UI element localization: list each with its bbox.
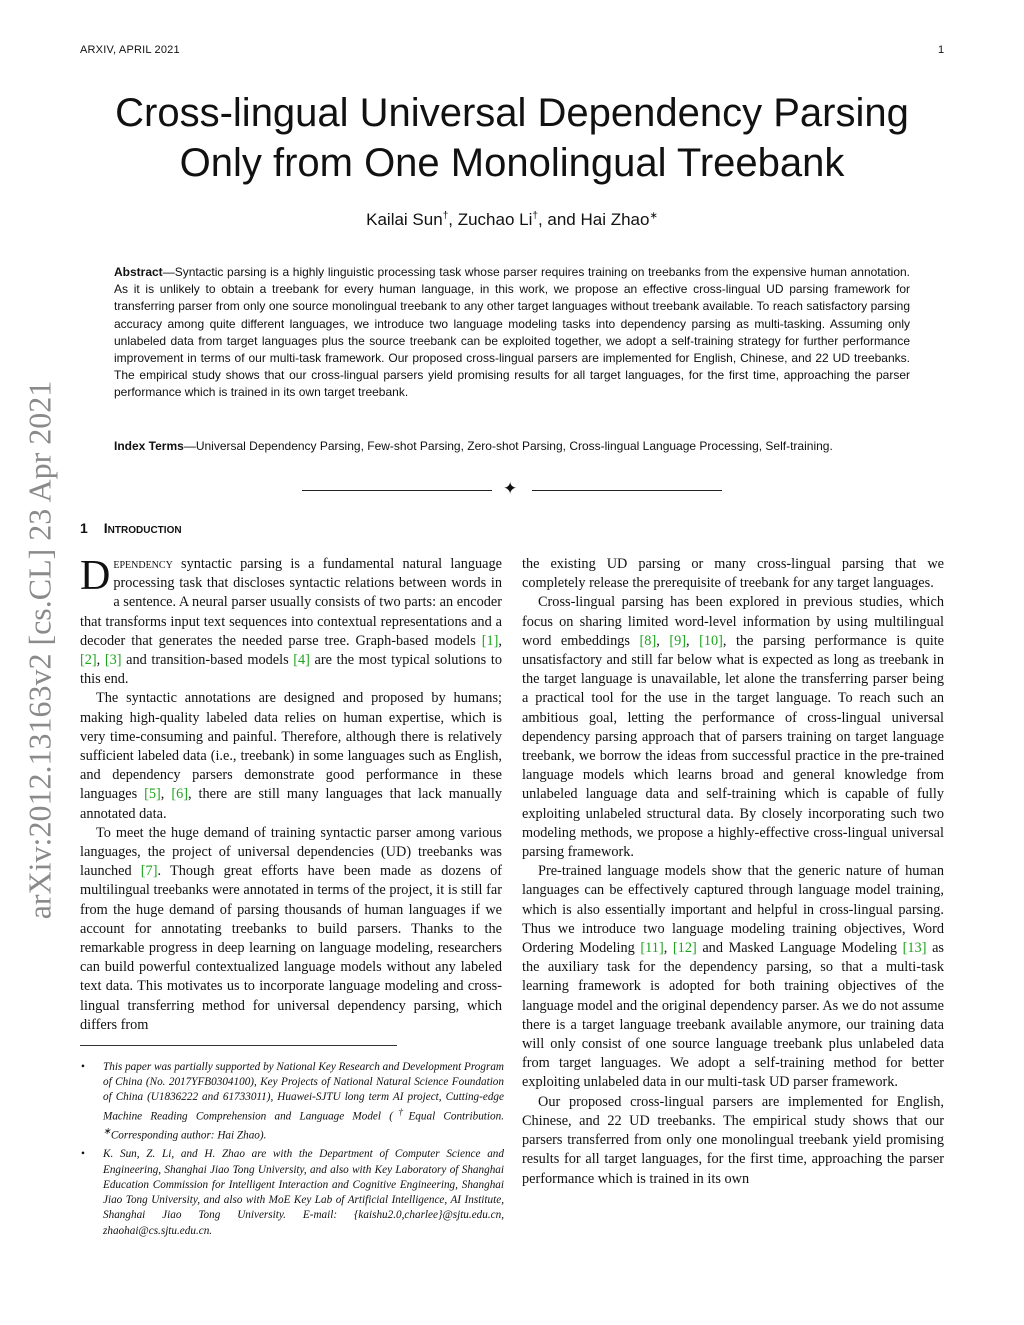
title-line-1: Cross-lingual Universal Dependency Parsing xyxy=(115,91,909,135)
equal-contribution-mark: † xyxy=(442,210,449,222)
citation-link[interactable]: [11] xyxy=(640,940,664,957)
bullet-icon: • xyxy=(81,1061,85,1073)
citation-link[interactable]: [7] xyxy=(140,863,158,880)
index-terms xyxy=(114,438,910,455)
title-line-2: Only from One Monolingual Treebank xyxy=(179,141,845,185)
section-heading xyxy=(80,520,182,536)
index-terms-text: —Universal Dependency Parsing, Few-shot Parsing, Zero-shot Parsing, Cross-lingual Language Processing, Self-training. xyxy=(183,439,833,453)
author-list: Kailai Sun†, Zuchao Li†, and Hai Zhao∗ xyxy=(366,210,658,229)
citation-link[interactable]: [6] xyxy=(171,786,188,803)
citation-link[interactable]: [3] xyxy=(104,652,122,669)
abstract-label: Abstract xyxy=(114,265,163,279)
arxiv-identifier: arXiv:2012.13163v2 [cs.CL] 23 Apr 2021 xyxy=(21,380,58,920)
intro-paragraph-6: Pre-trained language models show that the generic nature of human languages can be effectively captured through language model training, which is also essentially important and helpful in cross-lingual parsing. Thus we introduce two language modeling training objectives, Word Ordering Modeling [11], [12] and Masked Language Modeling [13] as the auxiliary task for the dependency parsing, so that a multi-task learning framework is adopted for both training objectives of the language model and the original dependency parser. As we do not assume there is a target language treebank available anymore, our training data will only consist of one source language treebank plus unlabeled data from target languages. We adopt a self-training method for better exploiting unlabeled data in our multi-task UD parser framework. xyxy=(522,863,944,1091)
running-header: ARXIV, APRIL 2021 xyxy=(80,44,180,56)
equal-contribution-mark: † xyxy=(532,210,538,222)
separator-line-left xyxy=(302,490,492,491)
intro-paragraph-4: the existing UD parsing or many cross-lingual parsing that we completely release the prerequisite of treebank for any target languages. xyxy=(522,556,944,592)
section-title: Introduction xyxy=(103,520,182,536)
separator-line-right xyxy=(532,490,722,491)
intro-paragraph-3: To meet the huge demand of training syntactic parser among various languages, the project of universal dependencies (UD) treebanks was launched [7]. Though great efforts have been made as dozens of multilingual treebanks were annotated in terms of the project, it is still far from the huge demand of parsing thousands of human languages if we account for annotating treebanks to build parsers. Thanks to the remarkable progress in deep learning on language modeling, researchers can build powerful contextualized language models without any labeled text data. This motivates us to incorporate language modeling and cross-lingual transferring method for universal dependency parsing, which differs from xyxy=(80,824,502,1033)
abstract-text: —Syntactic parsing is a highly linguistic processing task whose parser requires training on treebanks from the expensive human annotation. As it is unlikely to obtain a treebank for every human language, in this work, we propose an effective cross-lingual UD parsing framework for transferring parser from only one source monolingual treebank to any other target languages without treebank available. To reach satisfactory parsing accuracy among quite different languages, we introduce two language modeling tasks into dependency parsing as multi-tasking. Assuming only unlabeled data from target languages plus the source treebank can be exploited together, we adopt a self-training strategy for further performance improvement in terms of our multi-task framework. Our proposed cross-lingual parsers are implemented for English, Chinese, and 22 UD treebanks. The empirical study shows that our cross-lingual parsers yield promising results for all target languages, for the first time, approaching the parser performance which is trained in its own target treebank. xyxy=(114,265,910,400)
author-3: Hai Zhao xyxy=(580,210,650,229)
citation-link[interactable]: [13] xyxy=(902,940,927,957)
citation-link[interactable]: [2] xyxy=(80,652,97,669)
drop-cap: D xyxy=(80,553,111,599)
citation-link[interactable]: [4] xyxy=(293,652,310,669)
footnote-affiliation: • K. Sun, Z. Li, and H. Zhao are with the Department of Computer Science and Engineering, Shanghai Jiao Tong University, and also with Key Laboratory of Shanghai Education Commission for Intelligent Interaction and Cognitive Engineering, Shanghai Jiao Tong University, and also with MoE Key Lab of Artificial Intelligence, AI Institute, Shanghai Jiao Tong University. E-mail: {kaishu2.0,charlee}@sjtu.edu.cn, zhaohai@cs.sjtu.edu.cn. xyxy=(81,1148,504,1237)
bullet-icon: • xyxy=(81,1148,85,1161)
section-number: 1 xyxy=(80,520,88,536)
index-terms-label: Index Terms xyxy=(114,439,184,453)
intro-paragraph-2: The syntactic annotations are designed and proposed by humans; making high-quality labeled data relies on human expertise, which is very time-consuming and painful. Therefore, although there is relatively sufficient labeled data (i.e., treebank) in some languages such as English, and dependency parsers demonstrate good performance in these languages [5], [6], there are still many languages that lack manually annotated data. xyxy=(80,690,503,822)
paper-title xyxy=(100,88,924,188)
arxiv-sidebar-stamp xyxy=(8,320,72,980)
page-number: 1 xyxy=(938,44,945,56)
intro-paragraph-7: Our proposed cross-lingual parsers are implemented for English, Chinese, and 22 UD treebanks. The empirical study shows that our parsers transferred from only one monolingual treebank yield promising results for all target languages, for the first time, approaching the parser performance which is trained in its own xyxy=(522,1093,944,1187)
right-column xyxy=(522,555,944,1189)
citation-link[interactable]: [12] xyxy=(672,940,697,957)
separator-star-icon: ✦ xyxy=(503,479,518,499)
intro-paragraph-1: Dependency syntactic parsing is a fundamental natural language processing task that discloses syntactic relations between words in a sentence. A neural parser usually consists of two parts: an encoder that transforms input text sequences into contextual representations and a decoder that generates the needed parse tree. Graph-based models [1], [2], [3] and transition-based models [4] are the most typical solutions to this end. xyxy=(80,553,502,688)
citation-link[interactable]: [10] xyxy=(699,632,723,649)
footnote-rule xyxy=(80,1045,397,1046)
abstract xyxy=(114,264,910,402)
citation-link[interactable]: [1] xyxy=(481,632,499,649)
intro-paragraph-5: Cross-lingual parsing has been explored in previous studies, which focus on sharing limited word-level information by using multilingual word embeddings [8], [9], [10], the parsing performance is quite unsatisfactory and still far below what is expected as long as treebank in the target language is unavailable, let alone the transferring parser being a practical tool for the use in the target language. To reach such an ambitious goal, letting the performance of cross-lingual universal dependency parsing approach that of parsers training on target language treebank, we borrow the ideas from successful practice in the pre-trained language models which learns broad and general knowledge from unlabeled language data and self-training which is capable of fully exploiting unlabeled structural data. By closely incorporating such two modeling methods, we propose a highly-effective cross-lingual universal parsing framework. xyxy=(522,594,945,861)
citation-link[interactable]: [9] xyxy=(669,632,686,649)
footnote-funding: • This paper was partially supported by National Key Research and Development Program of China (No. 2017YFB0304100), Key Projects of National Natural Science Foundation of China (U1836222 and 61733011), Huawei-SJTU long term AI project, Cutting-edge Machine Reading Comprehension and Language Model (†Equal Contribution. ∗Corresponding author: Hai Zhao). xyxy=(81,1061,504,1142)
author-2: Zuchao Li xyxy=(457,210,533,229)
footnotes xyxy=(80,1060,504,1243)
corresponding-author-mark: ∗ xyxy=(649,210,658,222)
citation-link[interactable]: [5] xyxy=(144,786,161,803)
left-column xyxy=(80,555,502,1035)
citation-link[interactable]: [8] xyxy=(639,632,657,649)
author-1: Kailai Sun xyxy=(366,210,443,229)
